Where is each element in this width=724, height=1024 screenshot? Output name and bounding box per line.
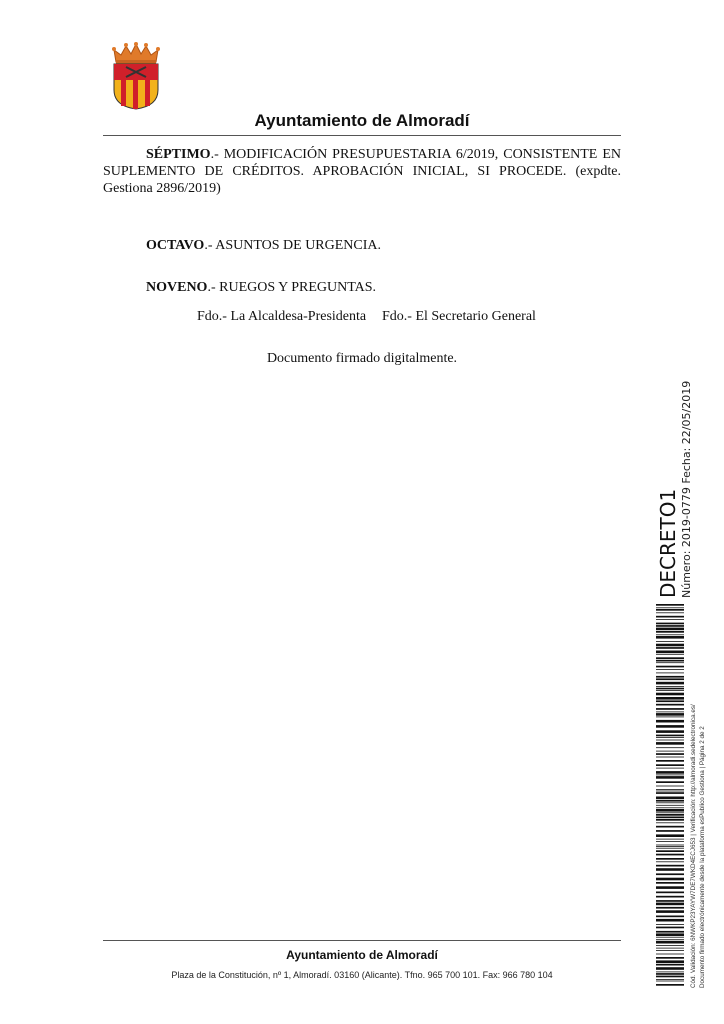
footer-address: Plaza de la Constitución, nº 1, Almoradí. 03160 (Alicante). Tfno. 965 700 101. Fax: 966 780 104 bbox=[171, 970, 553, 980]
coat-of-arms-icon bbox=[108, 42, 164, 110]
platform-note: Documento firmado electrónicamente desde la plataforma esPublico Gestiona | Página 2 de 2 bbox=[699, 726, 706, 988]
validation-code: Cód. Validación: 6NWKP23YAYW7DE7WKD4ECJ653 | Verificación: http://almoradi.sedelectronica.es/ bbox=[690, 704, 697, 988]
signature-mayor: Fdo.- La Alcaldesa-Presidenta bbox=[197, 309, 367, 324]
document-body bbox=[103, 146, 621, 296]
footer-title: Ayuntamiento de Almoradí bbox=[286, 948, 438, 962]
decree-number-date: Número: 2019-0779 Fecha: 22/05/2019 bbox=[680, 380, 693, 598]
header-title: Ayuntamiento de Almoradí bbox=[254, 111, 470, 130]
signature-secretary: Fdo.- El Secretario General bbox=[382, 309, 536, 324]
agenda-item-9: NOVENO.- RUEGOS Y PREGUNTAS. bbox=[146, 280, 377, 295]
header-divider bbox=[103, 135, 621, 136]
agenda-item-8: OCTAVO.- ASUNTOS DE URGENCIA. bbox=[146, 238, 382, 253]
decree-label: DECRETO1 bbox=[656, 488, 680, 598]
barcode-icon bbox=[656, 604, 684, 986]
digital-signature-note: Documento firmado digitalmente. bbox=[266, 351, 458, 366]
decree-stamp bbox=[652, 380, 696, 598]
agenda-item-7: SÉPTIMO.- MODIFICACIÓN PRESUPUESTARIA 6/2019, CONSISTENTE EN SUPLEMENTO DE CRÉDITOS. APROBACIÓN INICIAL, SI PROCEDE. (expdte. Gestiona 2896/2019) bbox=[103, 147, 621, 196]
footer-divider bbox=[103, 940, 621, 941]
